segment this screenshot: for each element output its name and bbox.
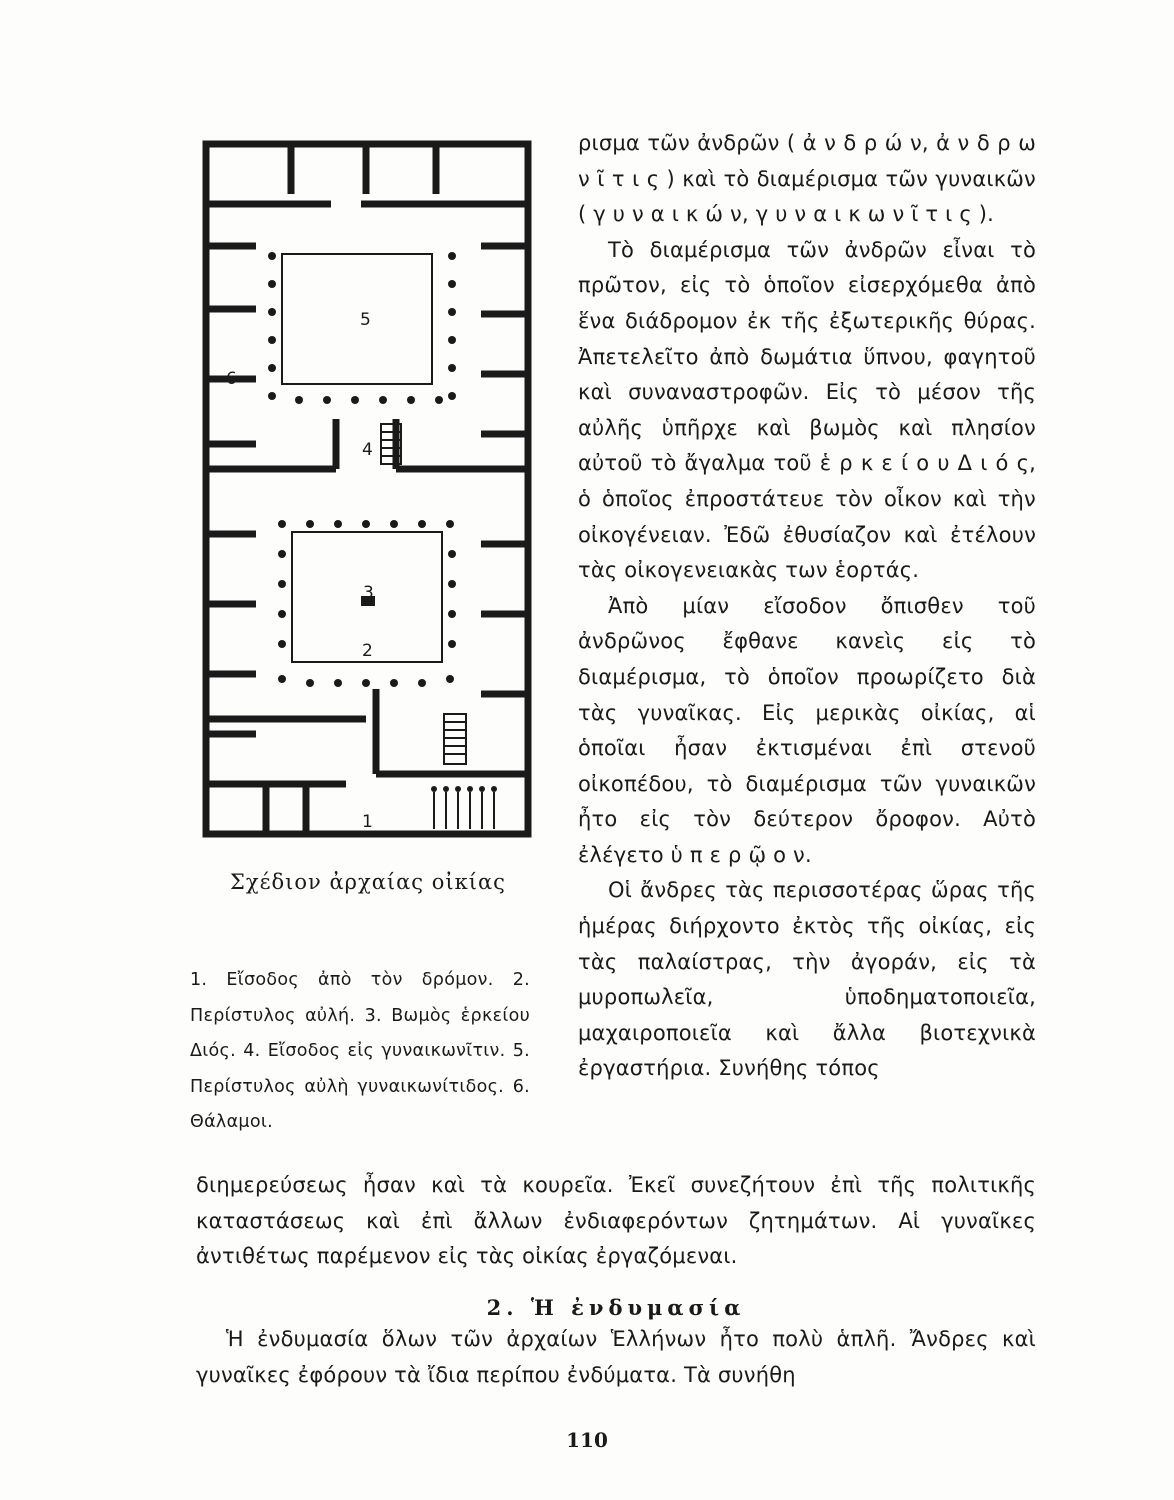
figure-title: Σχέδιον ἀρχαίας οἰκίας bbox=[230, 870, 506, 894]
section-paragraph: Ἡ ἐνδυμασία ὅλων τῶν ἀρχαίων Ἑλλήνων ἦτο πολὺ ἁπλῆ. Ἄνδρες καὶ γυναῖκες ἐφόρουν τὰ ἴδια περίπου ἐνδύματα. Τὰ συνήθη bbox=[196, 1327, 1036, 1387]
womens-courtyard bbox=[282, 254, 432, 384]
figure-caption: 1. Εἴσοδος ἀπὸ τὸν δρόμον. 2. Περίστυλος αὐλή. 3. Βωμὸς ἑρκείου Διός. 4. Εἴσοδος εἰς γυναικωνῖτιν. 5. Περίστυλος αὐλὴ γυναικωνίτιδος. 6. Θάλαμοι. bbox=[190, 970, 530, 1132]
label-1: 1 bbox=[362, 812, 373, 832]
section-heading: 2. Ἡ ἐνδυμασία bbox=[486, 1295, 746, 1320]
continuation-text bbox=[196, 1168, 1036, 1275]
page-number: 110 bbox=[566, 1428, 608, 1452]
section-body bbox=[196, 1322, 1036, 1393]
paragraph-3: Ἀπὸ μίαν εἴσοδον ὄπισθεν τοῦ ἀνδρῶνος ἔφθανε κανεὶς εἰς τὸ διαμέρισμα, τὸ ὁποῖον προωρίζετο διὰ τὰς γυναῖκας. Εἰς μερικὰς οἰκίας, αἱ ὁποῖαι ἦσαν ἐκτισμέναι ἐπὶ στενοῦ οἰκοπέδου, τὸ διαμέρισμα τῶν γυναικῶν ἦτο εἰς τὸν δεύτερον ὄροφον. Αὐτὸ ἐλέγετο ὑ π ε ρ ῷ ο ν. bbox=[578, 593, 1036, 867]
paragraph-4: Οἱ ἄνδρες τὰς περισσοτέρας ὥρας τῆς ἡμέρας διήρχοντο ἐκτὸς τῆς οἰκίας, εἰς τὰς παλαίστρας, τὴν ἀγοράν, εἰς τὰ μυροπωλεῖα, ὑποδηματοποιεῖα, μαχαιροποιεῖα καὶ ἄλλα βιοτεχνικὰ ἐργαστήρια. Συνήθης τόπος bbox=[578, 878, 1036, 1081]
plan-walls bbox=[206, 144, 528, 834]
staircases bbox=[381, 424, 494, 829]
paragraph-1: ρισμα τῶν ἀνδρῶν ( ἀ ν δ ρ ώ ν, ἀ ν δ ρ ω ν ῖ τ ι ς ) καὶ τὸ διαμέρισμα τῶν γυναικῶν ( γ υ ν α ι κ ώ ν, γ υ ν α ι κ ω ν ῖ τ ι ς ). bbox=[578, 131, 1036, 227]
label-6: 6 bbox=[226, 369, 237, 389]
label-2: 2 bbox=[362, 641, 373, 661]
paragraph-2: Τὸ διαμέρισμα τῶν ἀνδρῶν εἶναι τὸ πρῶτον, εἰς τὸ ὁποῖον εἰσερχόμεθα ἀπὸ ἕνα διάδρομον ἐκ τῆς ἐξωτερικῆς θύρας. Ἀπετελεῖτο ἀπὸ δωμάτια ὕπνου, φαγητοῦ καὶ συναναστροφῶν. Εἰς τὸ μέσον τῆς αὐλῆς ὑπῆρχε καὶ βωμὸς καὶ πλησίον αὐτοῦ τὸ ἄγαλμα τοῦ ἑ ρ κ ε ί ο υ Δ ι ό ς, ὁ ὁποῖος ἐπροστάτευε τὸν οἶκον καὶ τὴν οἰκογένειαν. Ἐδῶ ἐθυσίαζον καὶ ἐτέλουν τὰς οἰκογενειακὰς των ἑορτάς. bbox=[578, 237, 1036, 583]
continuation-paragraph: διημερεύσεως ἦσαν καὶ τὰ κουρεῖα. Ἐκεῖ συνεζήτουν ἐπὶ τῆς πολιτικῆς καταστάσεως καὶ ἐπὶ ἄλλων ἐνδιαφερόντων ζητημάτων. Αἱ γυναῖκες ἀντιθέτως παρέμενον εἰς τὰς οἰκίας ἐργαζόμεναι. bbox=[196, 1173, 1036, 1269]
label-5: 5 bbox=[360, 310, 371, 330]
house-floor-plan bbox=[196, 134, 540, 844]
label-4: 4 bbox=[362, 440, 373, 460]
label-3: 3 bbox=[363, 583, 374, 603]
right-column-text bbox=[578, 126, 1036, 1087]
columns bbox=[268, 252, 497, 792]
